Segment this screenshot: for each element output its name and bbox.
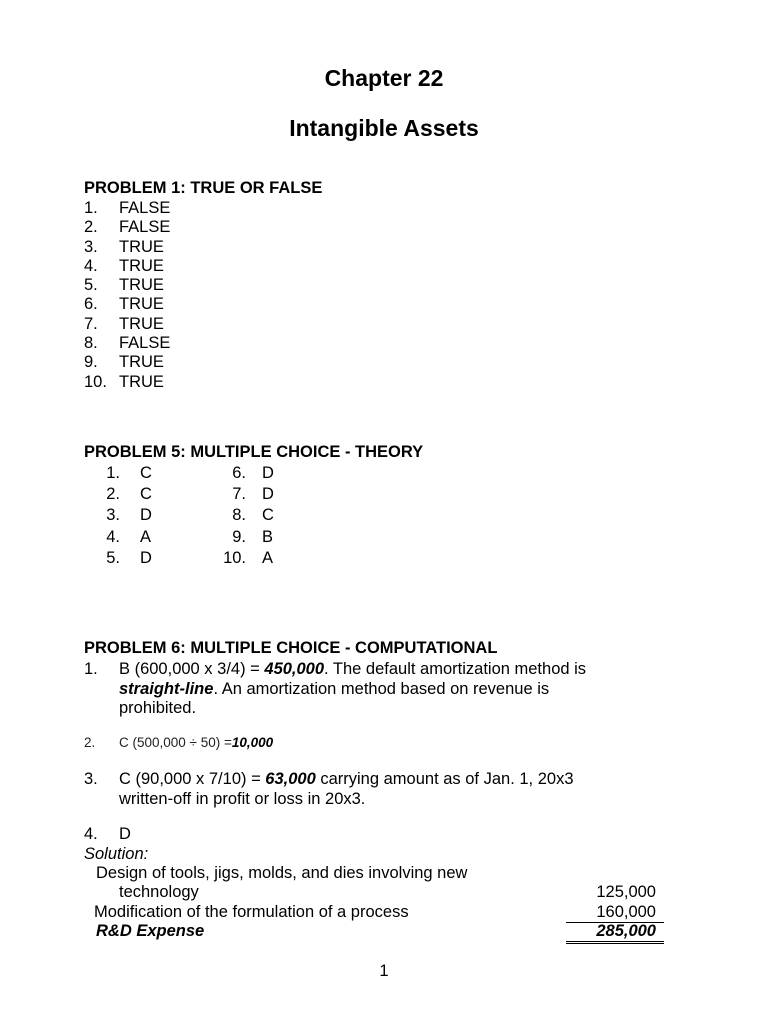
solution-total-value: 285,000 (566, 922, 664, 944)
mc-item-number: 10. (223, 548, 246, 567)
mc-row (84, 528, 384, 549)
p6-q3-number: 3. (84, 770, 98, 788)
mc-item-answer: D (140, 506, 152, 525)
p6-q3-line2: written-off in profit or loss in 20x3. (119, 790, 366, 808)
tf-item-number: 9. (84, 353, 98, 372)
tf-item-answer: FALSE (119, 218, 171, 237)
p6-q4-answer: D (119, 825, 131, 843)
solution-row2-value: 160,000 (566, 903, 664, 923)
p6-q2-number: 2. (84, 735, 96, 750)
p6-q1-line2: straight-line. An amortization method based on revenue is (119, 680, 550, 698)
problem-6-heading: PROBLEM 6: MULTIPLE CHOICE - COMPUTATIONAL (84, 639, 498, 657)
tf-item-number: 8. (84, 334, 98, 353)
p6-q3-line1: C (90,000 x 7/10) = 63,000 carrying amount as of Jan. 1, 20x3 (119, 770, 574, 788)
tf-item-number: 3. (84, 237, 98, 256)
tf-item-number: 2. (84, 218, 98, 237)
mc-item-number: 5. (106, 548, 120, 567)
mc-item-number: 6. (232, 464, 246, 482)
tf-item-answer: FALSE (119, 199, 171, 217)
mc-item-number: 1. (106, 464, 120, 482)
solution-row1-label-a: Design of tools, jigs, molds, and dies involving new (96, 864, 468, 882)
p6-q1-line1: B (600,000 x 3/4) = 450,000. The default amortization method is (119, 660, 587, 678)
tf-item-answer: TRUE (119, 256, 164, 275)
solution-row1-label-b: technology (119, 883, 199, 901)
mc-item-number: 4. (106, 527, 120, 546)
tf-item-answer: TRUE (119, 237, 164, 256)
mc-item-answer: A (140, 527, 152, 546)
mc-row (84, 464, 384, 485)
tf-item-answer: TRUE (119, 372, 164, 391)
tf-item-answer: TRUE (119, 276, 164, 295)
problem-1-heading: PROBLEM 1: TRUE OR FALSE (84, 179, 323, 197)
mc-row (84, 485, 384, 506)
solution-label: Solution: (84, 845, 149, 863)
mc-item-answer: D (262, 485, 274, 504)
chapter-title: Chapter 22 (324, 65, 444, 91)
tf-item-number: 6. (84, 295, 98, 314)
page-number: 1 (379, 962, 389, 980)
problem-5-heading: PROBLEM 5: MULTIPLE CHOICE - THEORY (84, 443, 424, 461)
mc-item-number: 2. (106, 485, 120, 504)
mc-item-answer: B (262, 527, 274, 546)
problem-5-answers (84, 464, 384, 570)
p6-q1-number: 1. (84, 660, 98, 678)
mc-item-answer: C (140, 485, 152, 504)
p6-q2-line: C (500,000 ÷ 50) =10,000 (119, 735, 274, 750)
p6-q4-number: 4. (84, 825, 98, 843)
solution-row2-label: Modification of the formulation of a process (94, 903, 409, 921)
tf-item-number: 1. (84, 199, 98, 217)
p6-q1-line3: prohibited. (119, 699, 197, 717)
tf-item-number: 10. (84, 372, 107, 391)
mc-item-answer: C (140, 464, 152, 482)
solution-total-label: R&D Expense (96, 922, 205, 940)
mc-item-answer: D (140, 548, 152, 567)
mc-item-answer: A (262, 548, 274, 567)
page-title: Intangible Assets (289, 115, 479, 141)
mc-item-answer: D (262, 464, 274, 482)
mc-item-number: 8. (232, 506, 246, 525)
tf-item-number: 7. (84, 314, 98, 333)
solution-row1-value: 125,000 (596, 883, 656, 901)
mc-row (84, 506, 384, 527)
mc-item-number: 7. (232, 485, 246, 504)
mc-item-number: 3. (106, 506, 120, 525)
mc-row (84, 549, 384, 570)
tf-item-answer: TRUE (119, 353, 164, 372)
mc-item-answer: C (262, 506, 274, 525)
tf-item-answer: TRUE (119, 314, 164, 333)
mc-item-number: 9. (232, 527, 246, 546)
tf-item-answer: TRUE (119, 295, 164, 314)
tf-item-number: 4. (84, 256, 98, 275)
tf-item-number: 5. (84, 276, 98, 295)
tf-item-answer: FALSE (119, 334, 171, 353)
